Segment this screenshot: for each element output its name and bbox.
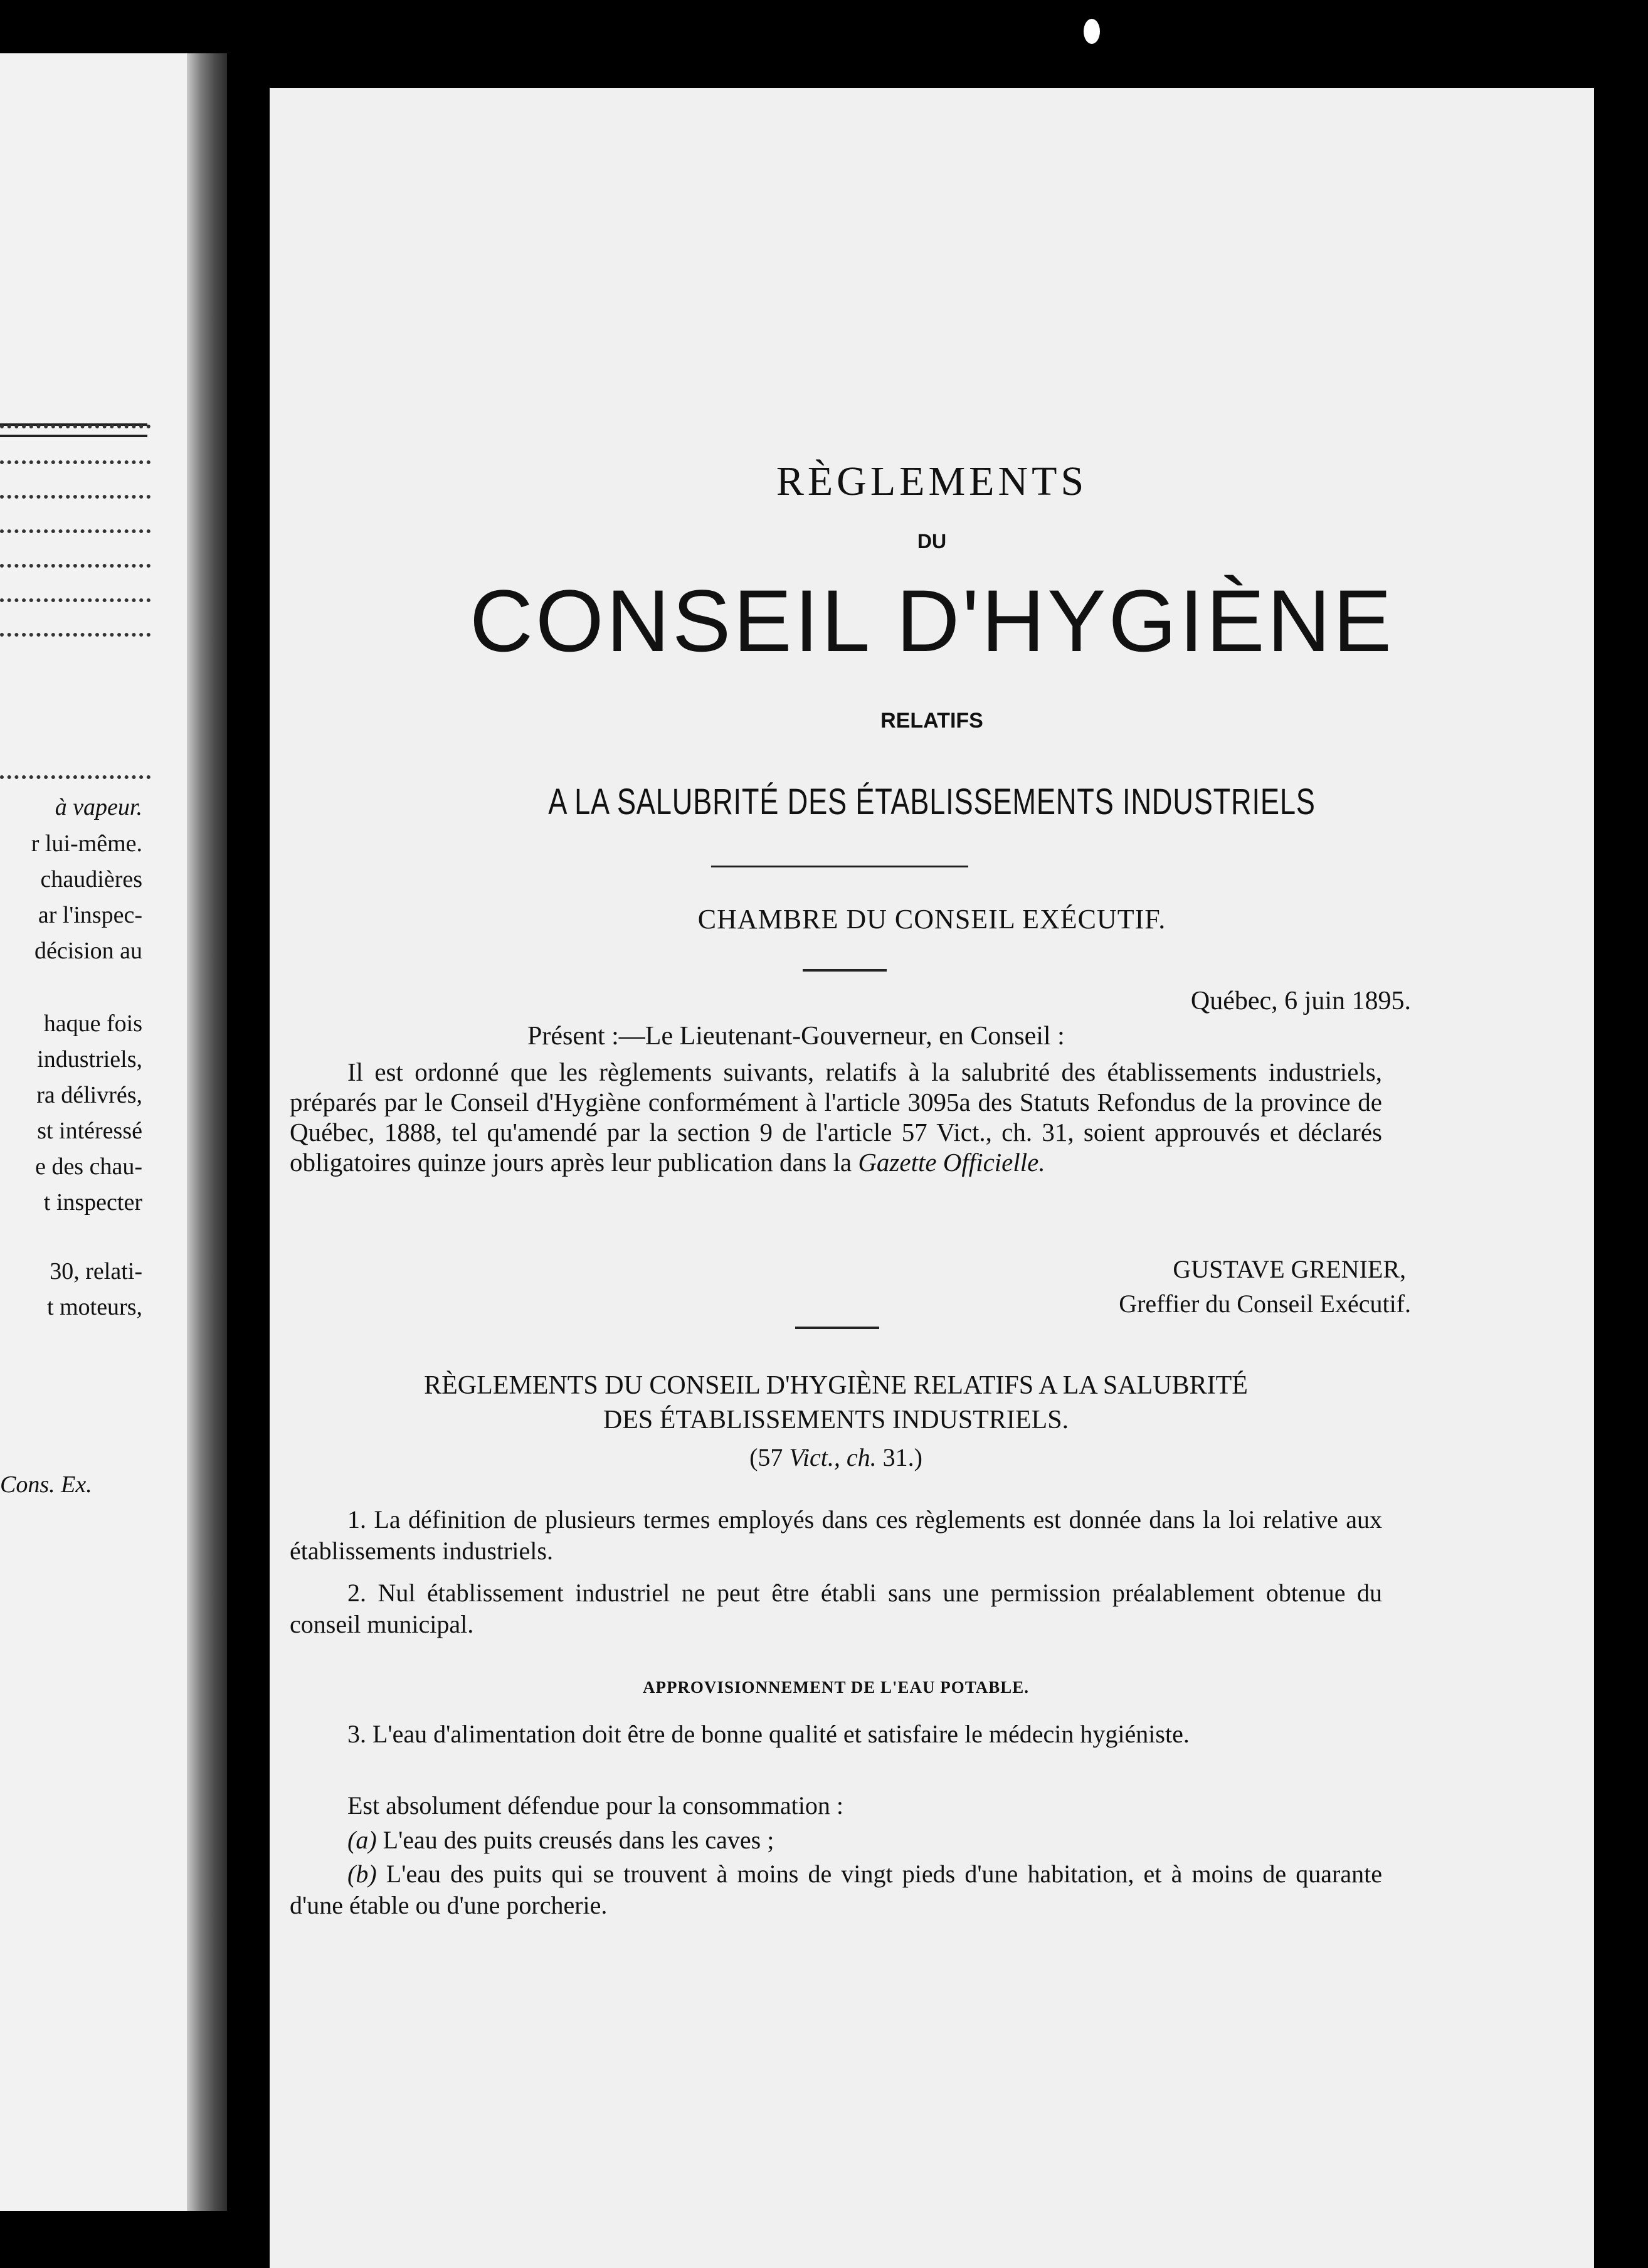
title-subject: A LA SALUBRITÉ DES ÉTABLISSEMENTS INDUSTRIELS [548, 782, 1316, 822]
document-page [270, 88, 1594, 2268]
fragment-text: à vapeur. [55, 794, 142, 820]
fragment-text: e des chau- [35, 1153, 142, 1180]
page-gutter-shadow [187, 53, 227, 2211]
decree-body-text: Il est ordonné que les règlements suivants, relatifs à la salubrité des établissements industriels, préparés par le Conseil d'Hygiène conformément à l'article 3095a des Statuts Refondus de la province de Québec, 1888, tel qu'amendé par la section 9 de l'article 57 Vict., ch. 31, soient approuvés et déclarés obligatoires quinze jours après leur publication dans la [290, 1057, 1382, 1177]
place-date: Québec, 6 juin 1895. [1190, 987, 1411, 1015]
dot-leader [0, 561, 151, 568]
paper-blemish [1084, 19, 1100, 44]
title-du: DU [917, 530, 947, 553]
section-heading: APPROVISIONNEMENT DE L'EAU POTABLE. [642, 1678, 1030, 1697]
page-gap [227, 0, 270, 2268]
dot-leader [0, 458, 151, 464]
fragment-text: t moteurs, [47, 1294, 142, 1320]
article-2-text: 2. Nul établissement industriel ne peut être établi sans une permission préalablement obtenue du conseil municipal. [290, 1579, 1382, 1638]
item-b-label: (b) [347, 1860, 377, 1888]
gazette-title: Gazette Officielle. [858, 1148, 1045, 1177]
item-a-text: L'eau des puits creusés dans les caves ; [383, 1826, 774, 1854]
dot-leader [0, 527, 151, 533]
dot-leader [0, 773, 151, 779]
article-1 [290, 1504, 1382, 1567]
reference-open: (57 [749, 1443, 783, 1471]
statute-reference [290, 1443, 1382, 1472]
reference-ch: ch. [846, 1443, 877, 1471]
article-3-text: 3. L'eau d'alimentation doit être de bonne qualité et satisfaire le médecin hygiéniste. [347, 1720, 1190, 1748]
fragment-text: décision au [34, 938, 142, 964]
prohibited-intro: Est absolument défendue pour la consommation : [347, 1791, 843, 1820]
page-title: CONSEIL D'HYGIÈNE [469, 571, 1395, 670]
fragment-text: st intéressé [37, 1118, 142, 1144]
fragment-text: ra délivrés, [36, 1082, 142, 1108]
fragment-text: t inspecter [43, 1189, 142, 1216]
divider-rule [711, 866, 968, 867]
fragment-text: r lui-même. [31, 830, 142, 857]
regulations-heading-line2: DES ÉTABLISSEMENTS INDUSTRIELS. [603, 1406, 1069, 1434]
dot-leader [0, 596, 151, 602]
short-rule [803, 969, 887, 972]
title-relatifs: RELATIFS [880, 709, 983, 733]
fragment-text: ar l'inspec- [38, 902, 142, 928]
regulations-heading: RÈGLEMENTS DU CONSEIL D'HYGIÈNE RELATIFS A LA SALUBRITÉ [424, 1371, 1248, 1400]
dot-leader [0, 422, 151, 428]
article-1-text: 1. La définition de plusieurs termes employés dans ces règlements est donnée dans la loi relative aux établissements industriels. [290, 1505, 1382, 1565]
present-line: Présent :—Le Lieutenant-Gouverneur, en Conseil : [527, 1022, 1065, 1051]
fragment-text: industriels, [37, 1046, 142, 1073]
reference-close: 31.) [882, 1443, 922, 1471]
signatory-name: GUSTAVE GRENIER, [1173, 1255, 1406, 1283]
signatory-title: Greffier du Conseil Exécutif. [1119, 1290, 1411, 1318]
decree-body [290, 1057, 1382, 1177]
article-3 [290, 1719, 1382, 1750]
item-a-label: (a) [347, 1826, 377, 1854]
list-item-b [290, 1858, 1382, 1921]
dot-leader [0, 630, 151, 637]
article-2 [290, 1577, 1382, 1640]
reference-vict: Vict., [789, 1443, 840, 1471]
fragment-text: haque fois [43, 1010, 142, 1037]
short-rule [795, 1327, 879, 1329]
list-item-a [347, 1825, 774, 1855]
decree-heading: CHAMBRE DU CONSEIL EXÉCUTIF. [697, 904, 1166, 935]
item-b-text: L'eau des puits qui se trouvent à moins de vingt pieds d'une habitation, et à moins de quarante d'une étable ou d'une porcherie. [290, 1860, 1383, 1919]
fragment-text: Cons. Ex. [0, 1471, 92, 1498]
fragment-text: 30, relati- [50, 1258, 142, 1285]
title-line-reglements: RÈGLEMENTS [776, 458, 1088, 504]
dot-leader [0, 492, 151, 499]
fragment-text: chaudières [40, 866, 142, 893]
